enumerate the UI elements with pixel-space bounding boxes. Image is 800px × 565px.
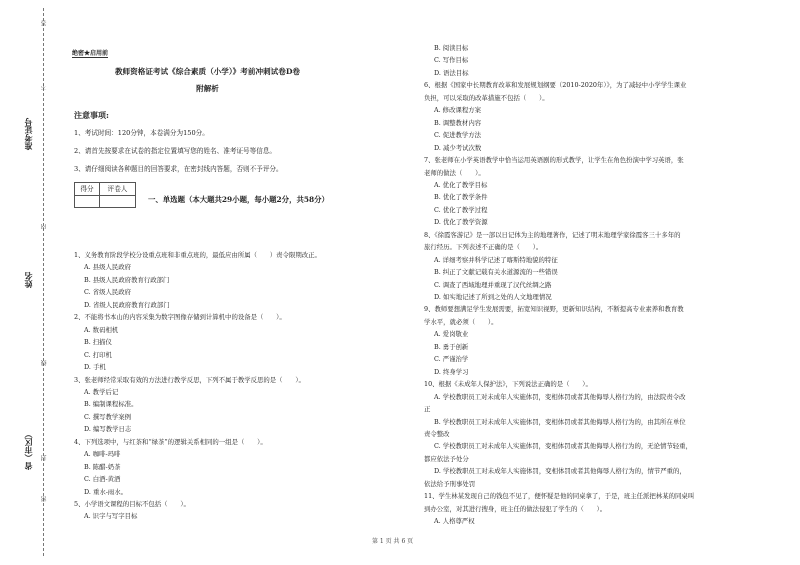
answer-option: D. 手机 bbox=[84, 363, 106, 372]
note-item: 3、请仔细阅读各种题目的回答要求，在密封线内答题，否则不予评分。 bbox=[74, 165, 283, 173]
seal-char: 封 bbox=[41, 455, 48, 461]
question-line: 责令整改 bbox=[424, 429, 450, 438]
answer-option: A. 人格尊严权 bbox=[434, 517, 475, 526]
question-line: 1、义务教育阶段学校分设重点班和非重点班的，最低应由所属（ ）责令限期改正。 bbox=[74, 251, 321, 259]
question-line: 到办公室，对其进行搜身，班主任的做法侵犯了学生的（ ）。 bbox=[424, 504, 607, 513]
answer-option: C. 打印机 bbox=[84, 350, 112, 359]
answer-option: B. 勇于创新 bbox=[434, 342, 469, 351]
answer-option: D. 优化了教学资源 bbox=[434, 218, 488, 227]
answer-option: C. 严谨治学 bbox=[434, 355, 469, 364]
answer-option: B. 县级人民政府教育行政部门 bbox=[84, 275, 170, 284]
question-line: 5、小学语文课程的目标不包括（ ）。 bbox=[74, 500, 190, 508]
reviewer-cell bbox=[100, 196, 135, 208]
seal-line bbox=[43, 8, 44, 556]
answer-option: C. 省级人民政府 bbox=[84, 288, 132, 297]
binding-strip bbox=[22, 0, 62, 565]
seal-char: 答 bbox=[41, 20, 48, 26]
answer-option: B. 阅读目标 bbox=[434, 44, 469, 52]
page-footer: 第 1 页 共 6 页 bbox=[372, 538, 414, 545]
answer-option: D. 终身学习 bbox=[434, 367, 469, 376]
answer-option: B. 学校教职员工对未成年人实施体罚，变相体罚或者其他侮辱人格行为的，由其所在单位 bbox=[434, 417, 686, 426]
name-label: 姓名 bbox=[23, 272, 33, 288]
question-line: 2、不能将书本山的内容采集为数字图像存储到计算机中的设备是（ ）。 bbox=[74, 313, 286, 322]
notes-heading: 注意事项: bbox=[74, 110, 109, 120]
answer-option: A. 修改课程方案 bbox=[434, 106, 482, 115]
answer-option: B. 调整教材内容 bbox=[434, 118, 482, 127]
seal-char: 线 bbox=[41, 360, 48, 366]
exam-title: 教师资格证考试《综合素质（小学）》考前冲刺试卷D卷 bbox=[114, 67, 301, 76]
answer-option: D. 减少考试次数 bbox=[434, 143, 482, 152]
question-line: 旅行经历。下列表述不正确的是（ ）。 bbox=[424, 243, 543, 252]
question-line: 老师的做法（ ）。 bbox=[424, 168, 485, 177]
answer-option: D. 如实地记述了所到之处的人文地理情况 bbox=[434, 293, 552, 301]
answer-option: D. 重水-雨水。 bbox=[84, 487, 128, 496]
answer-option: A. 识字与写字目标 bbox=[84, 512, 138, 521]
section-heading: 一、单选题（本大题共29小题，每小题2分，共58分） bbox=[148, 195, 329, 204]
note-item: 2、请首先按要求在试卷的指定位置填写您的姓名、准考证号等信息。 bbox=[74, 147, 277, 155]
question-line: 负担，可以采取的改革措施不包括（ ）。 bbox=[424, 93, 549, 102]
question-line: 8、《徐霞客游记》是一部以日记体为主的地理著作，记述了明末地理学家徐霞客三十多年的 bbox=[424, 230, 681, 239]
answer-option: C. 学校教职员工对未成年人实施体罚，变相体罚或者其他侮辱人格行为的，无论情节轻重， bbox=[434, 442, 692, 451]
seal-char: 不 bbox=[41, 84, 48, 90]
answer-option: B. 纠正了文献记载有关水道源流的一些错误 bbox=[434, 268, 558, 277]
answer-option: B. 编制课程标准。 bbox=[84, 400, 138, 409]
answer-option: A. 优化了教学目标 bbox=[434, 180, 488, 189]
seal-char: 内 bbox=[41, 224, 48, 230]
question-line: 6、根据《国家中长期教育改革和发展规划纲要（2010-2020年）》，为了减轻中小学学生课业 bbox=[424, 81, 687, 90]
answer-option: D. 学校教职员工对未成年人实施体罚，变相体罚或者其他侮辱人格行为的，情节严重的， bbox=[434, 467, 686, 476]
question-line: 9、教师要想满足学生发展需要，拓宽知识视野，更新知识结构，不断提高专业素养和教育教 bbox=[424, 305, 684, 314]
answer-option: A. 学校教职员工对未成年人实施体罚，变相体罚或者其他侮辱人格行为的，由法院责令改 bbox=[434, 392, 686, 401]
answer-option: C. 促进教学方法 bbox=[434, 131, 482, 140]
question-line: 7、张老师在小学英语教学中恰当运用英语剧的形式教学，让学生在角色扮演中学习英语，张 bbox=[424, 156, 684, 165]
question-line: 11、学生林某发现自己的钱包不见了，便怀疑是他的同桌拿了，于是，班主任派把林某的同桌叫 bbox=[424, 492, 695, 501]
answer-option: A. 教学后记 bbox=[84, 387, 119, 396]
question-line: 学水平，就必须（ ）。 bbox=[424, 317, 498, 326]
answer-option: C. 写作目标 bbox=[434, 56, 469, 65]
answer-option: C. 优化了教学过程 bbox=[434, 205, 488, 214]
answer-option: B. 扫描仪 bbox=[84, 338, 112, 347]
answer-option: B. 陈醋-奶茶 bbox=[84, 462, 121, 471]
question-line: 3、张老师经常采取有效的方法进行教学反思，下列不属于教学反思的是（ ）。 bbox=[74, 375, 305, 384]
question-line: 正 bbox=[424, 405, 431, 414]
answer-option: A. 咖啡-玛啡 bbox=[84, 450, 121, 459]
question-line: 10、根据《未成年人保护法》，下列说法正确的是（ ）。 bbox=[424, 380, 592, 389]
answer-option: C. 白酒-黄酒 bbox=[84, 475, 121, 484]
answer-option: A. 县级人民政府 bbox=[84, 263, 132, 272]
reviewer-label: 评卷人 bbox=[107, 185, 128, 193]
answer-option: C. 调查了西域地理并重现了汉代丝绸之路 bbox=[434, 280, 552, 289]
answer-option: C. 撰写教学案例 bbox=[84, 412, 132, 421]
ticket-number-label: 准考证号 bbox=[23, 118, 33, 150]
answer-option: D. 语法目标 bbox=[434, 68, 469, 77]
answer-option: D. 省级人民政府教育行政部门 bbox=[84, 300, 170, 309]
province-label: 省（市区） bbox=[23, 430, 33, 470]
seal-char: 密 bbox=[41, 496, 48, 502]
exam-subtitle: 附解析 bbox=[196, 84, 219, 93]
answer-option: A. 数码相机 bbox=[84, 325, 119, 334]
question-line: 都应依法予处分 bbox=[424, 454, 469, 463]
question-line: 依法给予刑事处罚 bbox=[424, 479, 476, 488]
answer-option: A. 详细考察并科学记述了喀斯特地貌的特征 bbox=[434, 255, 558, 264]
note-item: 1、考试时间：120分钟，本卷满分为150分。 bbox=[74, 129, 209, 137]
score-cell bbox=[75, 196, 100, 208]
confidential-tag: 绝密★启用前 bbox=[72, 50, 109, 57]
question-line: 4、下列选项中，与红茶和“绿茶”的逻辑关系相同的一组是（ ）。 bbox=[74, 437, 267, 446]
answer-option: D. 编写教学日志 bbox=[84, 425, 132, 434]
answer-option: A. 爱岗敬业 bbox=[434, 330, 469, 339]
score-box bbox=[74, 182, 136, 208]
score-label: 得分 bbox=[75, 183, 100, 195]
answer-option: B. 优化了教学条件 bbox=[434, 193, 488, 202]
